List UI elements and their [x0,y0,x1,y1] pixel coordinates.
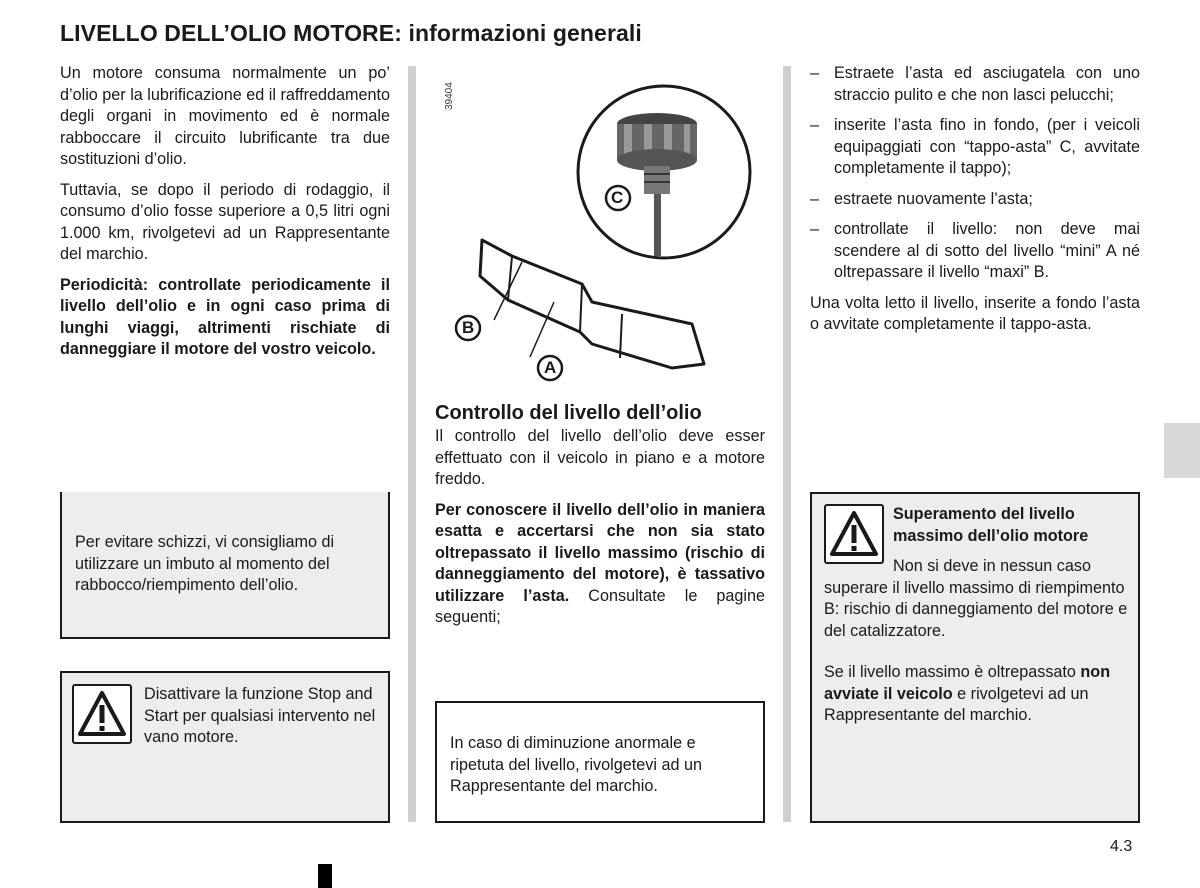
paragraph-oil-consumption: Un motore consuma normalmente un po’ d’olio per la lubrificazione ed il raffreddamento degli organi in movimento ed è normale rabboccare il circuito lubrificante tra due sostituzioni d’olio. [60,64,390,168]
column-separator-left [408,66,416,822]
step-text: Estraete l’asta ed asciugatela con uno straccio pulito e che non lasci pelucchi; [834,64,1140,104]
paragraph-after-reading: Una volta letto il livello, inserite a fondo l’asta o avvitate completamente il tappo-asta. [810,293,1140,333]
warning-max-level-text: Non si deve in nessun caso superare il livello massimo di riempimento B: rischio di danneggiamento del motore e del catalizzatore. [824,557,1128,640]
warning-action-post: e rivolgetevi ad un Rappresentante del marchio. [824,684,1089,724]
label-a: A [544,358,557,377]
step-item [810,63,1140,106]
paragraph-check-conditions: Il controllo del livello dell’olio deve esser effettuato con il veicolo in piano e a motore freddo. [435,427,765,488]
step-dash: – [810,64,820,82]
label-b: B [462,318,475,337]
step-text: estraete nuovamente l’asta; [834,189,1033,208]
label-c: C [611,188,624,207]
illustration-id: 39404 [444,82,455,110]
step-dash: – [810,220,820,238]
step-text: controllate il livello: non deve mai scendere al di sotto del livello “mini” A né oltrepassare il livello “maxi” B. [834,220,1140,281]
warning-triangle-icon [72,684,132,744]
chapter-tab [1164,423,1200,478]
left-column-text [60,63,390,370]
paragraph-excess-consumption: Tuttavia, se dopo il periodo di rodaggio, il consumo d’olio fosse superiore a 0,5 litri ogni 1.000 km, rivolgetevi ad un Rappresentante del marchio. [60,180,390,263]
step-item [810,115,1140,180]
note-abnormal-decrease-text: In caso di diminuzione anormale e ripetuta del livello, rivolgetevi ad un Rappresentante del marchio. [450,734,702,795]
page-title: LIVELLO DELL’OLIO MOTORE: informazioni generali [60,20,642,46]
warning-box-max-level [810,492,1140,823]
step-item [810,189,1140,211]
note-box-abnormal-decrease [435,701,765,823]
warning-box-stop-start [60,671,390,823]
paragraph-use-dipstick: Per conoscere il livello dell’olio in maniera esatta e accertarsi che non sia stato oltrepassato il livello massimo (rischio di danneggiamento del motore), è tassativo utilizzare l’asta. [435,500,765,605]
crop-mark [318,864,332,888]
step-dash: – [810,116,820,134]
dipstick-illustration [432,62,772,392]
note-box-funnel [60,492,390,639]
paragraph-see-following: Consultate le pagine seguenti; [435,586,765,626]
step-dash: – [810,189,820,208]
step-item [810,219,1140,284]
step-text: inserite l’asta fino in fondo, (per i veicoli equipaggiati con “tappo-asta” C, avvitate completamente il tappo); [834,116,1140,177]
warning-max-level-action [824,662,1130,727]
warning-max-level-title: Superamento del livello massimo dell’olio motore [893,505,1089,545]
right-column-text [810,63,1140,345]
dipstick-drawing [432,62,772,392]
middle-column-text [435,426,765,629]
paragraph-periodicity: Periodicità: controllate periodicamente il livello dell’olio e in ogni caso prima di lunghi viaggi, altrimenti rischiate di danneggiare il motore del vostro veicolo. [60,275,390,358]
section-heading-oil-check: Controllo del livello dell’olio [435,402,702,424]
warning-triangle-icon [824,504,884,564]
warning-action-bold: non avviate il veicolo [824,663,1111,703]
note-funnel-text: Per evitare schizzi, vi consigliamo di utilizzare un imbuto al momento del rabbocco/riempimento dell’olio. [75,533,335,594]
warning-action-pre: Se il livello massimo è oltrepassato [824,663,1076,681]
warning-stop-start-text: Disattivare la funzione Stop and Start per qualsiasi intervento nel vano motore. [144,685,376,746]
page-number: 4.3 [1110,838,1133,855]
column-separator-right [783,66,791,822]
